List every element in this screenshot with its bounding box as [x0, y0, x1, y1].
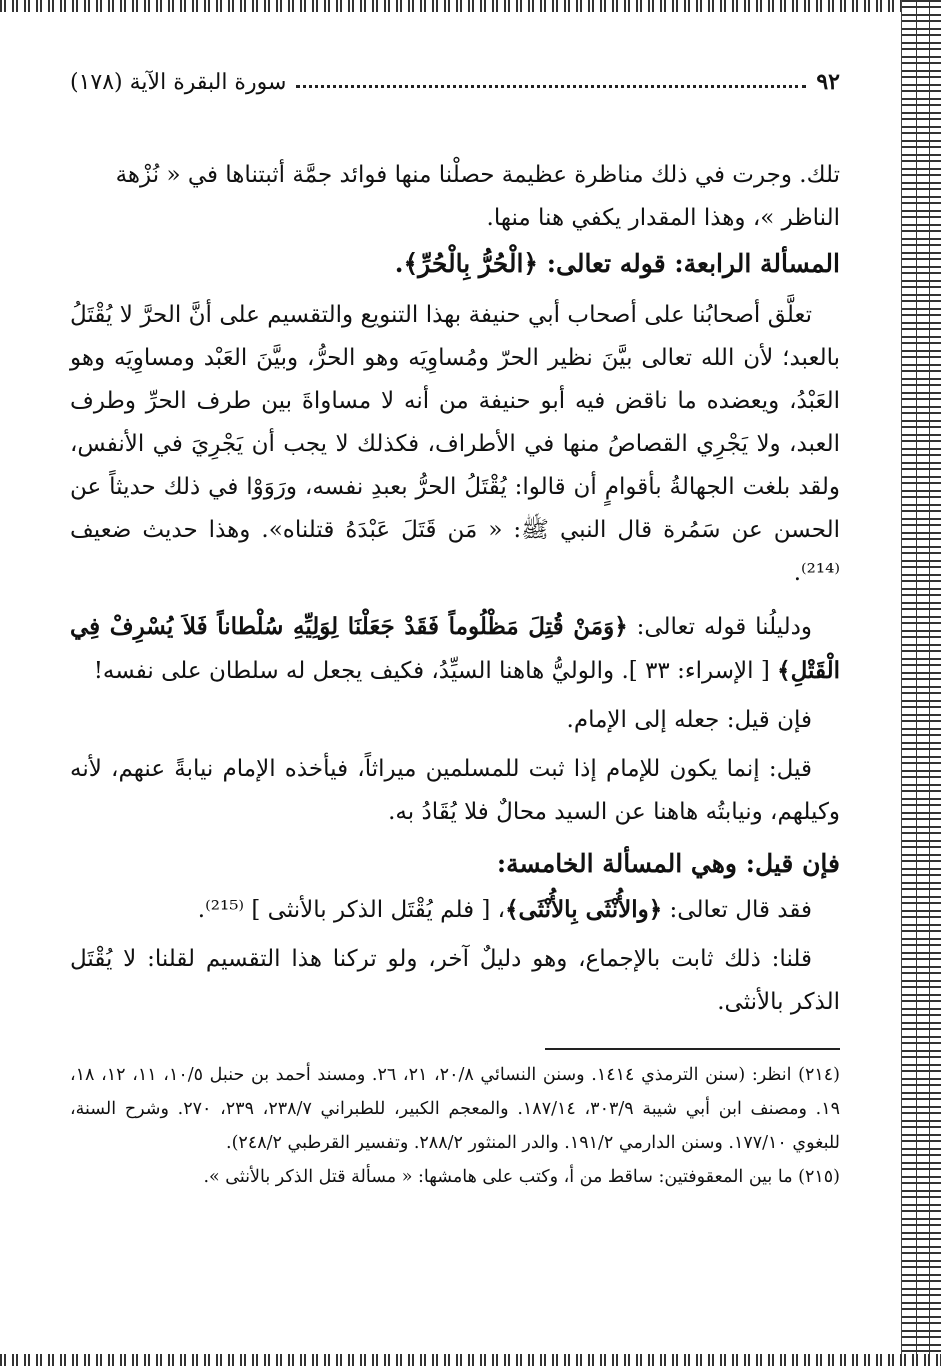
paragraph-6-lead: فقد قال تعالى:	[662, 897, 812, 923]
paragraph-1-line-1: تلك. وجرت في ذلك مناظرة عظيمة حصلْنا منها فوائد جمَّة أثبتناها في « نُزْهة	[115, 162, 840, 188]
border-bottom	[0, 1354, 941, 1366]
footnote-214: (٢١٤) انظر: (سنن الترمذي ١٤١٤. وسنن النسائي ٢٠/٨، ٢١، ٢٦. ومسند أحمد بن حنبل ١٠/٥، ١١، ١٢، ١٨، ١٩. ومصنف ابن أبي شيبة ٣٠٣/٩، ١٨٧/١٤. والمعجم الكبير، للطبراني ٢٣٨/٧، ٢٣٩، ٢٧٠. وشرح السنة، للبغوي ١٧٧/١٠. وسنن الدارمي ١٩١/٢. والدر المنثور ٢٨٨/٢. وتفسير القرطبي ٢٤٨/٢).	[70, 1065, 841, 1153]
paragraph-3	[70, 605, 840, 693]
section-heading-5: فإن قيل: وهي المسألة الخامسة:	[496, 849, 840, 878]
page-content	[70, 60, 840, 1194]
footnote-separator	[545, 1048, 840, 1050]
footnote-215: (٢١٥) ما بين المعقوفتين: ساقط من أ، وكتب على هامشها: « مسألة قتل الذكر بالأنثى ».	[203, 1167, 840, 1187]
paragraph-3-rest: [ الإسراء: ٣٣ ]. والوليُّ هاهنا السيِّدُ، فكيف يجعل له سلطان على نفسه!	[93, 658, 778, 684]
paragraph-4: فإن قيل: جعله إلى الإمام.	[566, 707, 812, 733]
header-leader-dots	[296, 85, 806, 88]
paragraph-1-line-2: الناظر »، وهذا المقدار يكفي هنا منها.	[486, 205, 840, 231]
page-number: ٩٢	[816, 69, 840, 95]
section-heading-4: المسألة الرابعة: قوله تعالى: ﴿الْحُرُّ بِالْحُرِّ﴾.	[394, 249, 840, 278]
paragraph-5: قيل: إنما يكون للإمام إذا ثبت للمسلمين ميراثاً، فيأخذه الإمام نيابةً عنهم، لأنه وكيلهم، ونيابتُه هاهنا عن السيد محالٌ فلا يُقَادُ به.	[70, 756, 840, 825]
border-right	[901, 0, 941, 1366]
header-title: سورة البقرة الآية (١٧٨)	[70, 69, 287, 95]
paragraph-2: تعلَّق أصحابُنا على أصحاب أبي حنيفة بهذا التنويع والتقسيم على أنَّ الحرَّ لا يُقْتَلُ بالعبد؛ لأن الله تعالى بيَّنَ نظير الحرّ ومُساوِيَه وهو الحرُّ، وبيَّنَ العَبْد ومساوِيَه وهو العَبْدُ، ويعضده ما ناقض فيه أبو حنيفة من أنه لا مساواةَ بين طرف الحرِّ وطرف العبد، ولا يَجْرِي القصاصُ منها في الأطراف، فكذلك لا يجب أن يَجْرِيَ في الأنفس، ولقد بلغت الجهالةُ بأقوامٍ أن قالوا: يُقْتَلُ الحرُّ بعبدِ نفسه، ورَوَوْا في ذلك حديثاً عن الحسن عن سَمُرة قال النبي ﷺ: « مَن قَتَلَ عَبْدَهُ قتلناه». وهذا حديث ضعيف ⁽²¹⁴⁾.	[70, 302, 840, 586]
paragraph-7: قلنا: ذلك ثابت بالإجماع، وهو دليلٌ آخر، ولو تركنا هذا التقسيم لقلنا: لا يُقْتَل الذكر بالأنثى.	[70, 946, 840, 1015]
paragraph-3-lead: ودليلُنا قوله تعالى:	[627, 614, 812, 640]
quran-verse-female: ﴿والأُنْثَى بِالأُنْثَى﴾	[505, 896, 663, 923]
quran-verse-isra-33: ﴿وَمَنْ قُتِلَ مَظْلُوماً فَقَدْ جَعَلْنَا لِوَلِيِّهِ سُلْطاناً فَلاَ يُسْرِفْ فِي الْقَتْلِ﴾	[70, 613, 840, 684]
running-header	[70, 60, 840, 104]
border-top	[0, 0, 941, 12]
paragraph-6-rest: ، [ فلم يُقْتَل الذكر بالأنثى ] ⁽²¹⁵⁾.	[197, 897, 506, 923]
paragraph-6	[70, 888, 840, 932]
